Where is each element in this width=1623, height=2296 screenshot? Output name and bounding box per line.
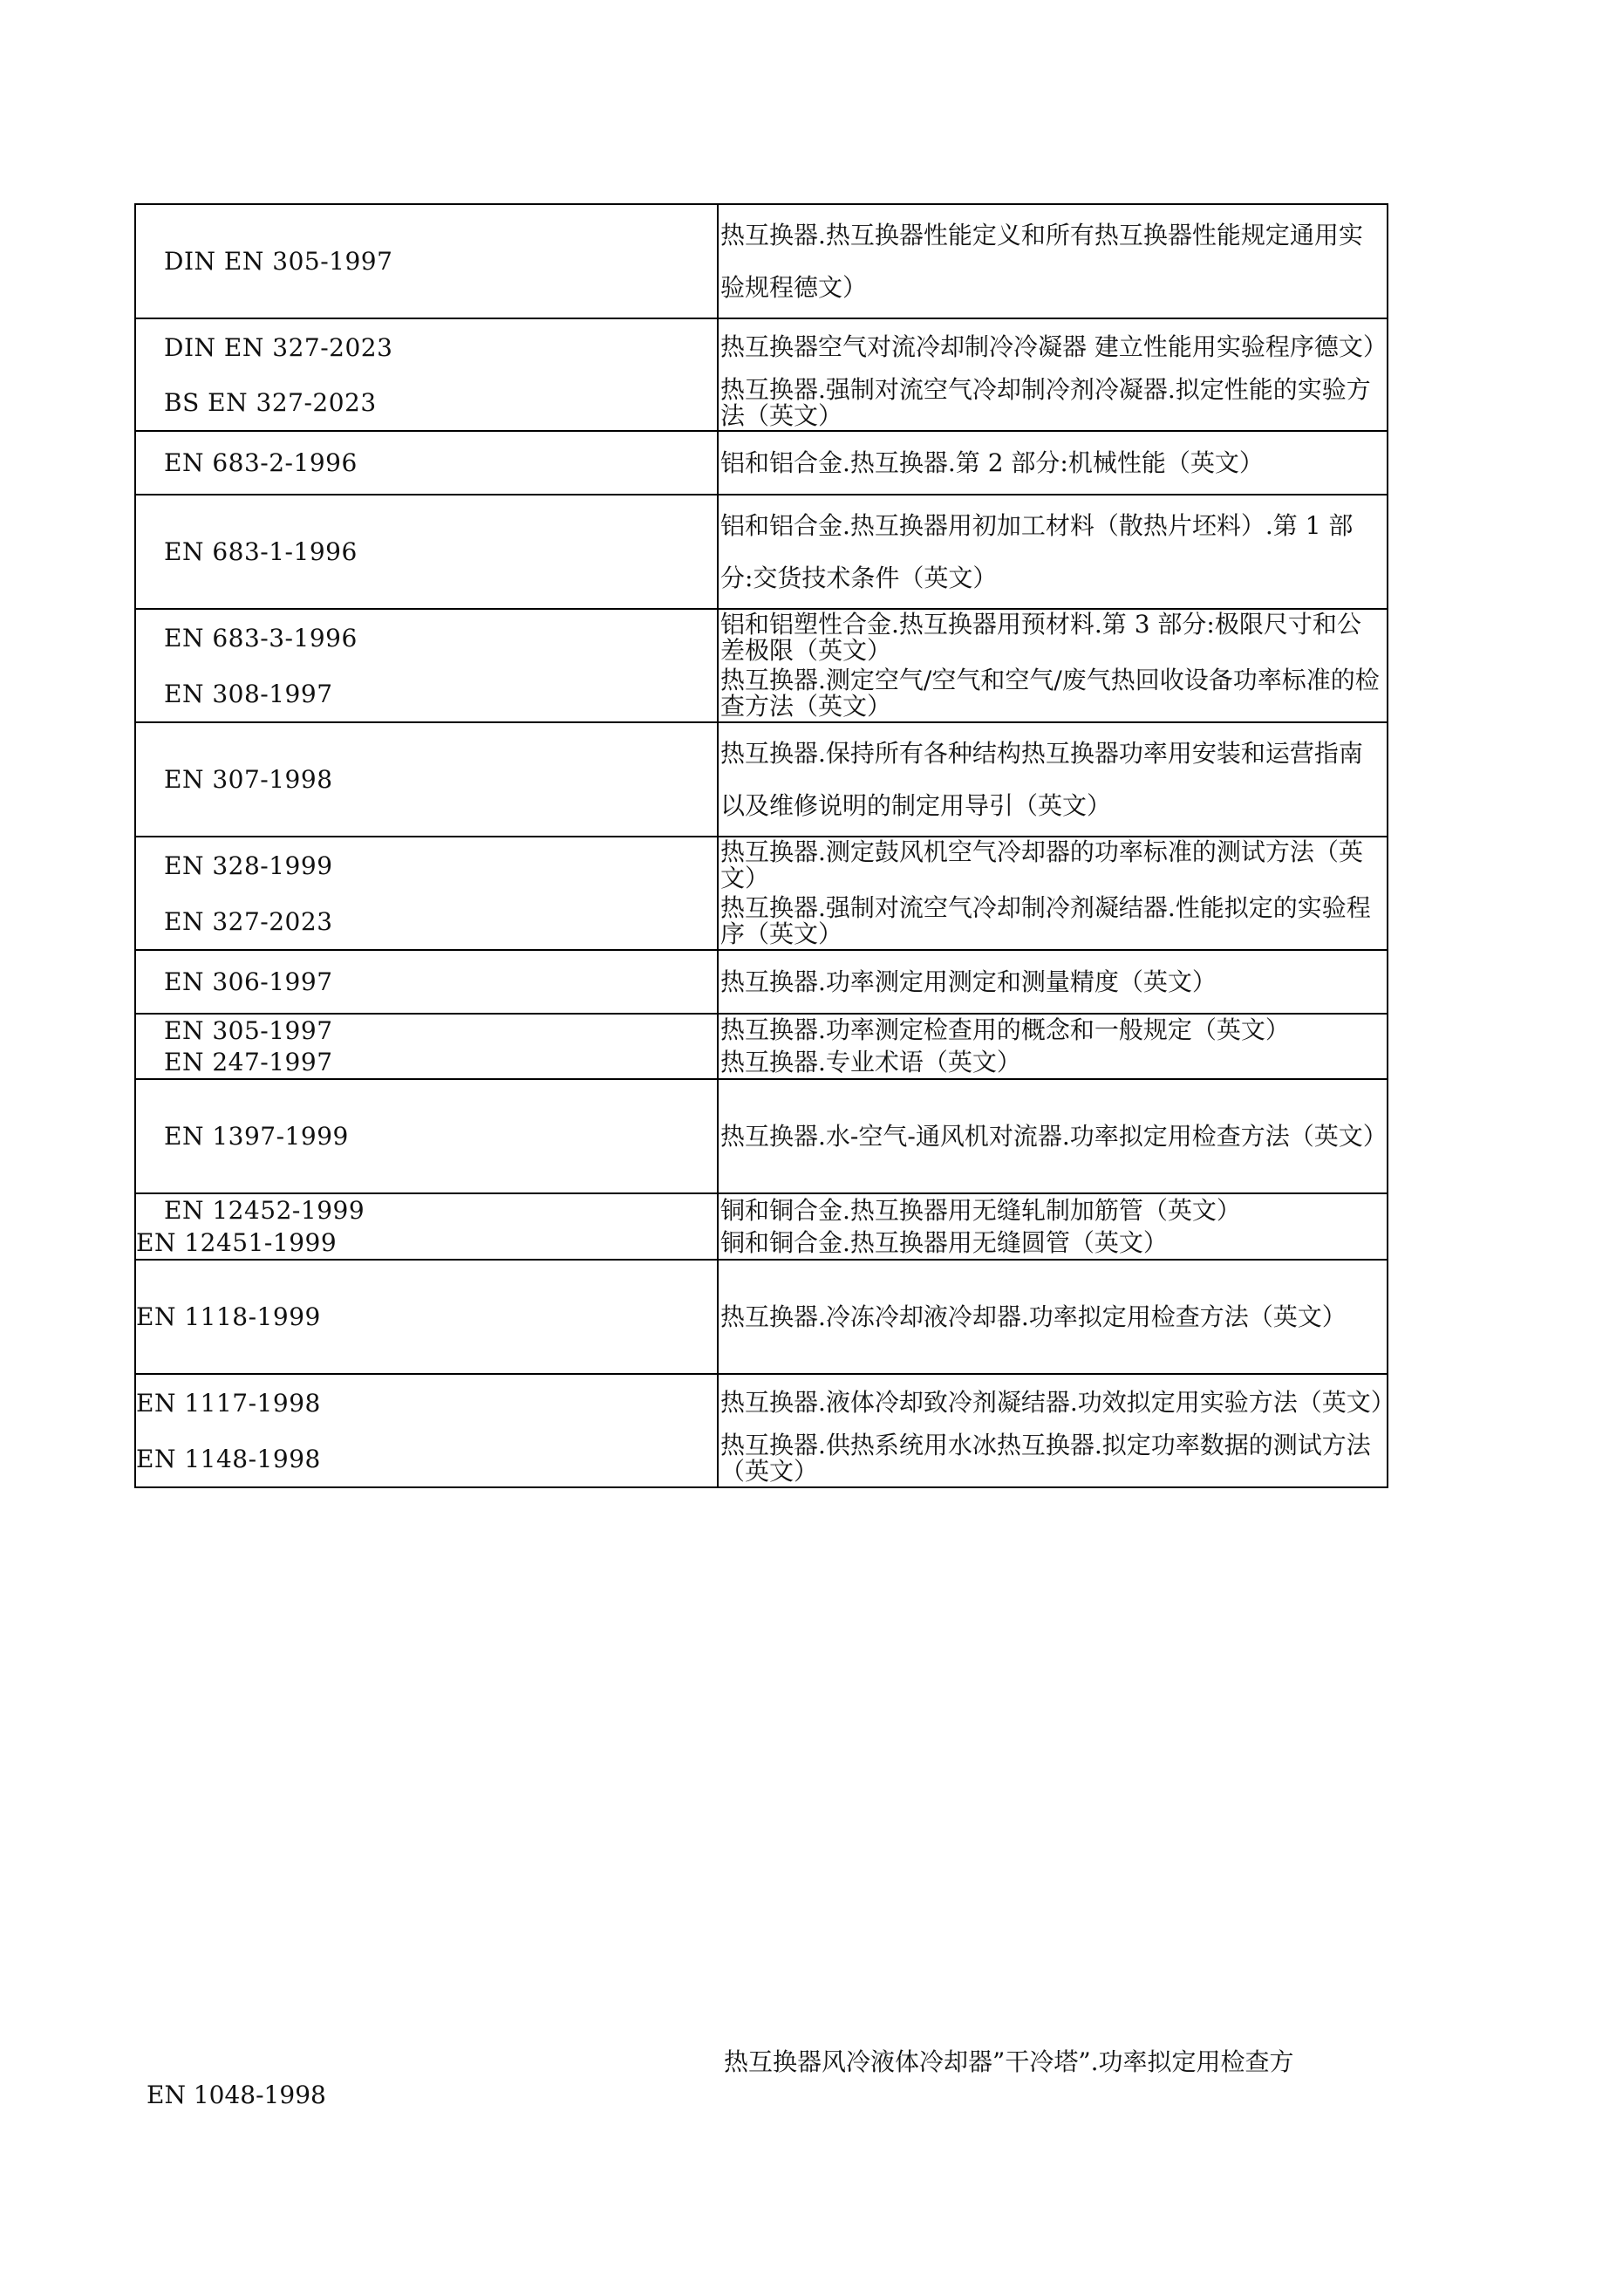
standard-code-cell [135,950,718,1014]
table-row [135,1014,1388,1079]
standard-code-cell [135,1079,718,1193]
trailing-description: 热互换器风冷液体冷却器”干冷塔”.功率拟定用检查方 [724,2047,1294,2076]
table-row [135,318,1388,431]
standard-code: EN 683-1-1996 [164,537,358,566]
standard-description-wrap [719,1080,1387,1192]
standard-description-wrap [719,1194,1387,1227]
standard-description-wrap [719,1227,1387,1259]
standard-description-cell [718,1014,1388,1079]
standard-description: 热互换器.功率测定用测定和测量精度（英文） [720,967,1217,996]
table-row [135,950,1388,1014]
standard-code: EN 683-3-1996 [164,623,358,653]
standard-description-wrap [719,1261,1387,1373]
standard-description: 热互换器.测定空气/空气和空气/废气热回收设备功率标准的检查方法（英文） [720,666,1380,721]
table-row [135,1374,1388,1487]
standard-description-wrap [719,610,1387,666]
standard-description-cell [718,722,1388,837]
standard-description-wrap [719,432,1387,494]
standard-description-wrap [719,205,1387,318]
standard-description: 热互换器.保持所有各种结构热互换器功率用安装和运营指南以及维修说明的制定用导引（英文） [720,738,1363,820]
standard-code: EN 1117-1998 [136,1388,321,1418]
table-row [135,1193,1388,1260]
standard-code: EN 12451-1999 [136,1228,338,1257]
standard-code-cell [135,204,718,318]
standard-description: 热互换器.强制对流空气冷却制冷剂冷凝器.拟定性能的实验方法（英文） [720,374,1371,430]
table-row [135,431,1388,495]
standard-description: 热互换器.测定鼓风机空气冷却器的功率标准的测试方法（英文） [720,837,1363,892]
standard-description-wrap [719,1375,1395,1431]
table-row [135,722,1388,837]
standard-description: 铝和铝塑性合金.热互换器用预材料.第 3 部分:极限尺寸和公差极限（英文） [720,610,1361,665]
standard-description: 铝和铝合金.热互换器用初加工材料（散热片坯料）.第 1 部分:交货技术条件（英文） [720,510,1354,592]
standard-description: 铜和铜合金.热互换器用无缝圆管（英文） [720,1227,1168,1257]
table-row [135,1260,1388,1374]
standard-code: EN 12452-1999 [164,1196,365,1225]
standard-code-cell [135,318,718,431]
standard-description: 热互换器.强制对流空气冷却制冷剂凝结器.性能拟定的实验程序（英文） [720,893,1371,948]
standard-code-cell [135,722,718,837]
standard-description: 热互换器空气对流冷却制冷冷凝器 建立性能用实验程序德文） [720,332,1388,361]
standard-description-cell [718,1374,1395,1487]
standard-code-cell [135,1260,718,1374]
standard-description: 铜和铜合金.热互换器用无缝轧制加筋管（英文） [720,1195,1241,1225]
standard-description-wrap [719,1431,1387,1486]
standard-description-cell [718,495,1388,609]
standard-code: EN 305-1997 [164,1015,333,1045]
standard-code: EN 1118-1999 [136,1302,321,1331]
standards-table-body [135,204,1395,1487]
table-row [135,204,1388,318]
table-row [135,495,1388,609]
standard-code-cell [135,1014,718,1079]
table-row [135,609,1388,722]
standard-code: EN 308-1997 [164,679,333,708]
standard-code: BS EN 327-2023 [164,388,377,417]
standard-code-cell [135,1193,718,1260]
standard-description-wrap [719,837,1387,893]
standard-description-cell [718,609,1388,722]
standard-code: EN 306-1997 [164,967,333,996]
trailing-standard-code: EN 1048-1998 [147,2081,326,2109]
standard-description-wrap [719,319,1387,375]
standard-description-cell [718,1079,1388,1193]
standard-description-wrap [719,951,1387,1013]
standard-description-cell [718,950,1388,1014]
standard-code: EN 328-1999 [164,851,333,880]
standard-code: EN 307-1998 [164,765,333,794]
standard-description: 热互换器.专业术语（英文） [720,1047,1021,1076]
standard-code-cell [135,495,718,609]
standard-code-cell [135,1374,718,1487]
standard-code: EN 247-1997 [164,1048,333,1076]
standard-code: EN 1148-1998 [136,1444,321,1473]
standard-description: 热互换器.供热系统用水冰热互换器.拟定功率数据的测试方法（英文） [720,1431,1371,1486]
standard-description-wrap [719,1015,1387,1046]
standard-description: 热互换器.冷冻冷却液冷却器.功率拟定用检查方法（英文） [720,1302,1347,1331]
standard-description-cell [718,1260,1388,1374]
standard-code-cell [135,431,718,495]
standard-description-cell [718,1193,1388,1260]
standard-description-wrap [719,666,1387,721]
standard-code: EN 327-2023 [164,906,333,936]
standard-description: 热互换器.热互换器性能定义和所有热互换器性能规定通用实验规程德文） [720,220,1363,302]
standard-description-wrap [719,723,1387,836]
table-row [135,1079,1388,1193]
standard-code: DIN EN 327-2023 [164,332,393,362]
standard-description-wrap [719,893,1387,949]
standard-code: EN 1397-1999 [164,1122,349,1151]
standard-description-cell [718,837,1388,950]
standard-description-cell [718,431,1388,495]
standard-description: 铝和铝合金.热互换器.第 2 部分:机械性能（英文） [720,448,1264,477]
standard-description: 热互换器.水-空气-通风机对流器.功率拟定用检查方法（英文） [720,1121,1388,1151]
standard-code-cell [135,837,718,950]
table-row [135,837,1388,950]
standard-description: 热互换器.功率测定检查用的概念和一般规定（英文） [720,1015,1290,1044]
standard-description-wrap [719,1046,1387,1078]
standards-table [134,203,1395,1488]
standard-code-cell [135,609,718,722]
standard-description-cell [718,318,1388,431]
standard-description-wrap [719,495,1387,608]
standard-description-wrap [719,375,1387,430]
standard-description: 热互换器.液体冷却致冷剂凝结器.功效拟定用实验方法（英文） [720,1388,1395,1417]
standard-code: DIN EN 305-1997 [164,247,393,276]
standard-description-cell [718,204,1388,318]
standard-code: EN 683-2-1996 [164,448,358,477]
